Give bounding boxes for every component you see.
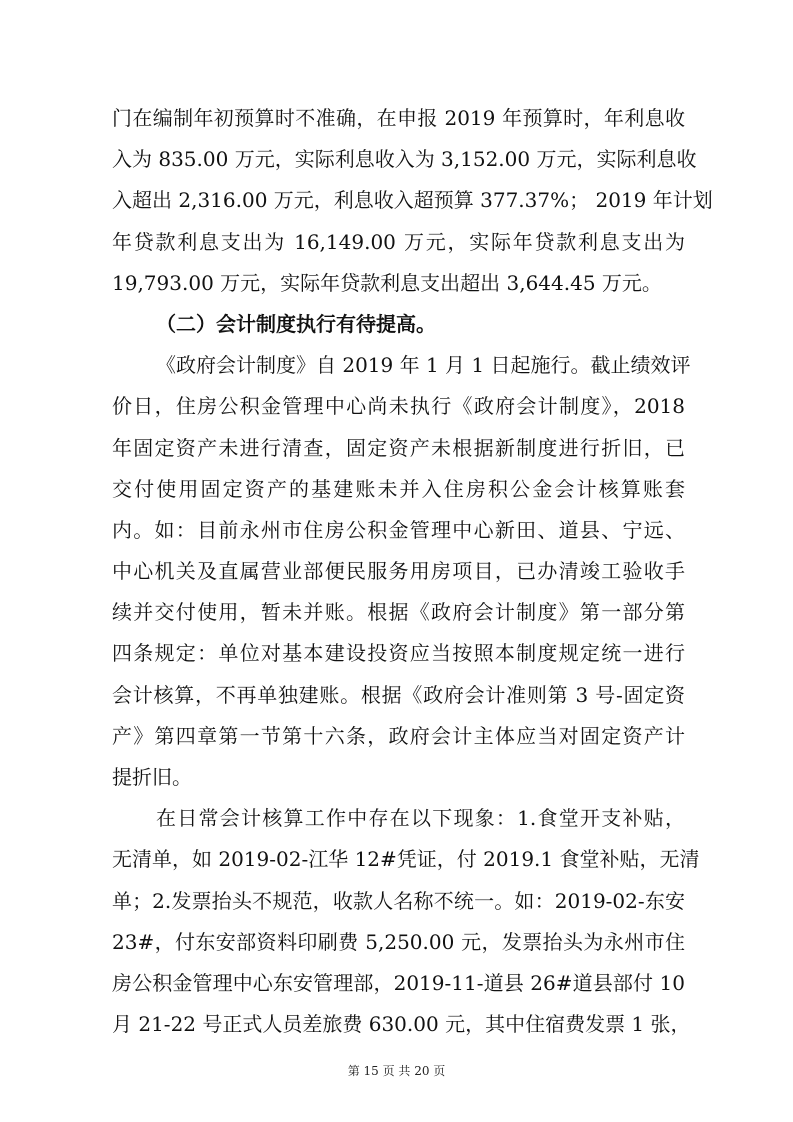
paragraph-line: 月 21-22 号正式人员差旅费 630.00 元，其中住宿费发票 1 张， — [112, 1012, 691, 1037]
page-footer: 第 15 页 共 20 页 — [347, 1064, 446, 1078]
paragraph-line: 《政府会计制度》自 2019 年 1 月 1 日起施行。截止绩效评 — [156, 353, 691, 378]
paragraph-line: 四条规定：单位对基本建设投资应当按照本制度规定统一进行 — [112, 641, 685, 666]
paragraph-line: 无清单，如 2019-02-江华 12#凭证，付 2019.1 食堂补贴，无清 — [112, 847, 700, 872]
paragraph-line: 门在编制年初预算时不准确，在申报 2019 年预算时，年利息收 — [112, 106, 685, 130]
paragraph-line: 单；2.发票抬头不规范，收款人名称不统一。如：2019-02-东安 — [112, 888, 685, 913]
paragraph-line: 房公积金管理中心东安管理部，2019-11-道县 26#道县部付 10 — [112, 970, 685, 995]
paragraph-line: 年贷款利息支出为 16,149.00 万元，实际年贷款利息支出为 — [112, 229, 685, 254]
paragraph-line: 19,793.00 万元，实际年贷款利息支出超出 3,644.45 万元。 — [112, 270, 662, 295]
paragraph-line: 年固定资产未进行清查，固定资产未根据新制度进行折旧，已 — [112, 435, 685, 460]
paragraph-line: 内。如：目前永州市住房公积金管理中心新田、道县、宁远、 — [112, 517, 685, 542]
section-heading: （二）会计制度执行有待提高。 — [156, 311, 436, 336]
paragraph-line: 入为 835.00 万元，实际利息收入为 3,152.00 万元，实际利息收 — [112, 147, 697, 172]
paragraph-line: 价日，住房公积金管理中心尚未执行《政府会计制度》，2018 — [112, 394, 685, 419]
paragraph-line: 交付使用固定资产的基建账未并入住房积公金会计核算账套 — [112, 476, 685, 501]
paragraph-line: 23#，付东安部资料印刷费 5,250.00 元，发票抬头为永州市住 — [112, 929, 685, 954]
paragraph-line: 会计核算，不再单独建账。根据《政府会计准则第 3 号-固定资 — [112, 682, 685, 707]
paragraph-line: 产》第四章第一节第十六条，政府会计主体应当对固定资产计 — [112, 723, 685, 748]
paragraph-line: 在日常会计核算工作中存在以下现象：1.食堂开支补贴， — [156, 806, 685, 831]
paragraph-line: 入超出 2,316.00 万元，利息收入超预算 377.37%； 2019 年计划 — [112, 188, 713, 213]
body-text — [112, 98, 713, 1045]
paragraph-line: 续并交付使用，暂未并账。根据《政府会计制度》第一部分第 — [112, 600, 685, 625]
paragraph-line: 中心机关及直属营业部便民服务用房项目，已办清竣工验收手 — [112, 559, 685, 584]
paragraph-line: 提折旧。 — [112, 765, 192, 789]
